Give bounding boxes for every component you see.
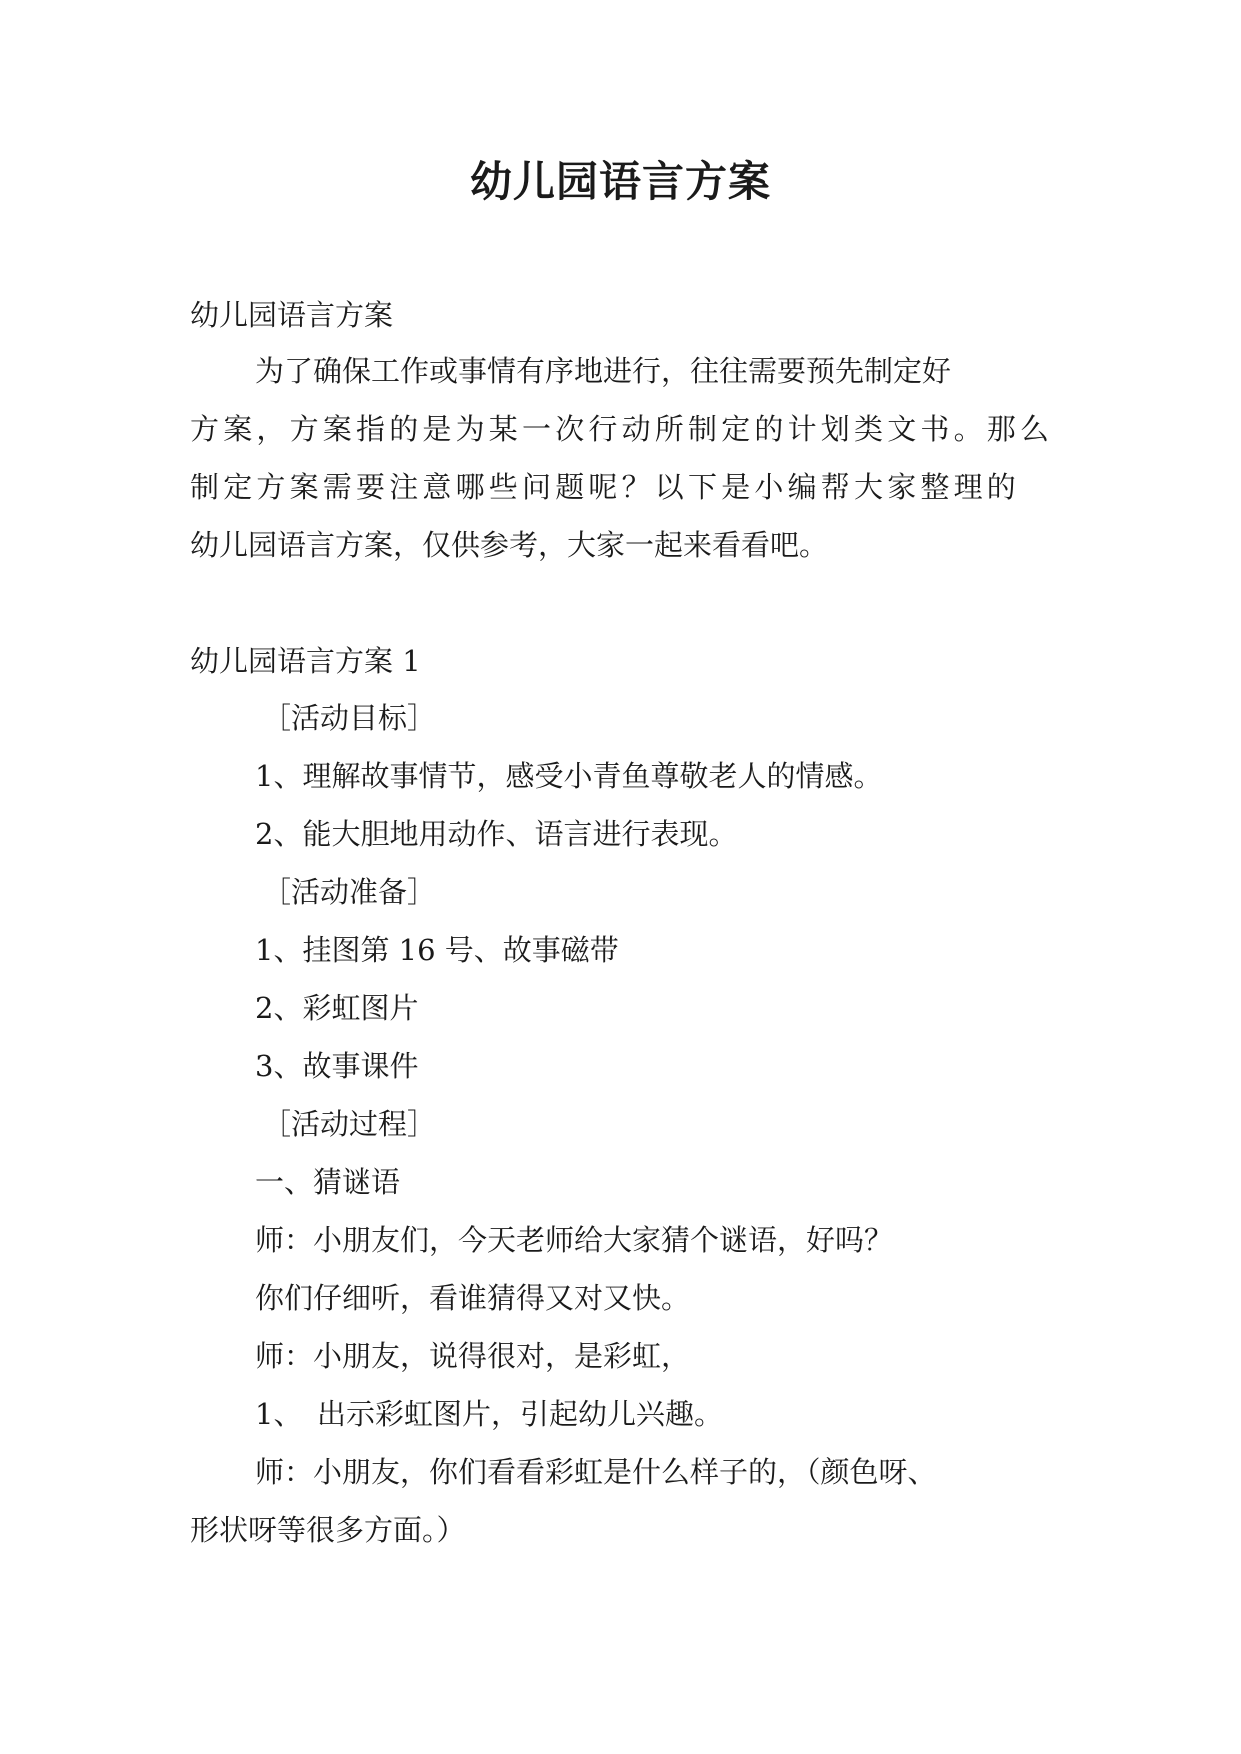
subtitle: 幼儿园语言方案: [190, 298, 394, 332]
body-line: 形状呀等很多方面。）: [190, 1513, 466, 1547]
document-title: 幼儿园语言方案: [469, 157, 771, 206]
body-line: 师：小朋友们，今天老师给大家猜个谜语，好吗？: [255, 1223, 894, 1257]
bracket-heading: ［活动目标］: [262, 701, 437, 735]
list-item: 2、能大胆地用动作、语言进行表现。: [255, 817, 738, 851]
body-line: 你们仔细听，看谁猜得又对又快。: [255, 1281, 691, 1315]
intro-paragraph-line: 幼儿园语言方案，仅供参考，大家一起来看看吧。: [190, 528, 829, 562]
list-item: 1、挂图第 16 号、故事磁带: [255, 933, 619, 967]
bracket-heading: ［活动过程］: [262, 1107, 437, 1141]
body-line: 一、猜谜语: [255, 1165, 401, 1199]
intro-paragraph-line: 为了确保工作或事情有序地进行，往往需要预先制定好: [255, 354, 952, 388]
section-heading: 幼儿园语言方案 1: [190, 644, 421, 678]
body-line: 师：小朋友，你们看看彩虹是什么样子的，（颜色呀、: [255, 1455, 937, 1489]
list-item: 2、彩虹图片: [255, 991, 419, 1025]
body-line: 师：小朋友，说得很对，是彩虹，: [255, 1339, 691, 1373]
bracket-heading: ［活动准备］: [262, 875, 437, 909]
intro-paragraph-line: 方案，方案指的是为某一次行动所制定的计划类文书。那么: [190, 412, 1054, 446]
list-item: 3、故事课件: [255, 1049, 419, 1083]
intro-paragraph-line: 制定方案需要注意哪些问题呢？以下是小编帮大家整理的: [190, 470, 1021, 504]
list-item: 1、 出示彩虹图片，引起幼儿兴趣。: [255, 1397, 723, 1431]
list-item: 1、理解故事情节，感受小青鱼尊敬老人的情感。: [255, 759, 883, 793]
